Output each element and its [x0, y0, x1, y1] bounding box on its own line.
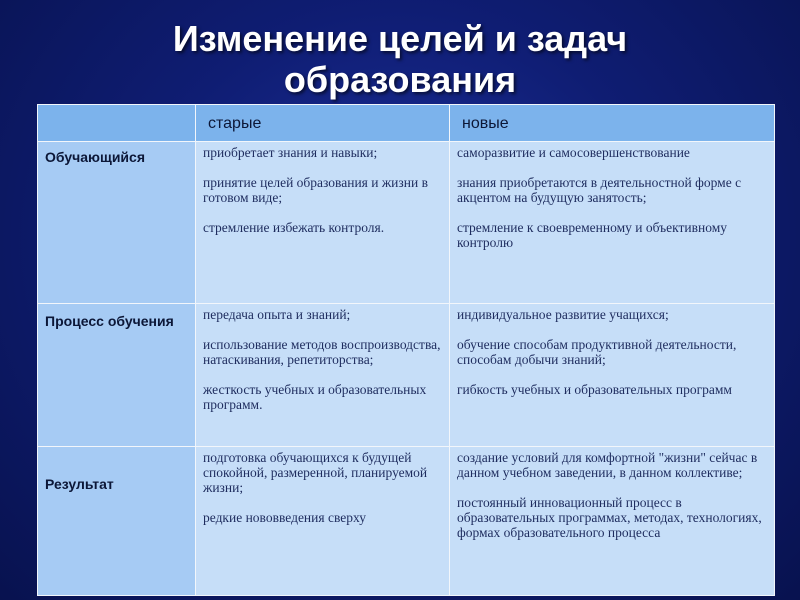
slide-title-line-1: Изменение целей и задач: [172, 18, 628, 59]
cell-item: постоянный инновационный процесс в образовательных программах, методах, технологиях, формах образовательного процесса: [457, 495, 762, 540]
cell-item: индивидуальное развитие учащихся;: [457, 307, 669, 322]
comparison-table: [37, 104, 775, 596]
cell-item: обучение способам продуктивной деятельности, способам добычи знаний;: [457, 337, 737, 367]
cell-item: использование методов воспроизводства, натаскивания, репетиторства;: [203, 337, 441, 367]
cell-item: саморазвитие и самосовершенствование: [457, 145, 690, 160]
cell-process-new: [450, 304, 775, 447]
cell-process-old: [196, 304, 450, 447]
table-header-row: [38, 105, 775, 142]
cell-item: стремление избежать контроля.: [203, 220, 385, 235]
row-label-learner: Обучающийся: [38, 142, 196, 304]
cell-item: создание условий для комфортной "жизни" сейчас в данном учебном заведении, в данном коллективе;: [457, 450, 758, 480]
cell-learner-old: [196, 142, 450, 304]
cell-item: гибкость учебных и образовательных программ: [457, 382, 732, 397]
header-corner-cell: [38, 105, 196, 142]
cell-learner-new: [450, 142, 775, 304]
row-label-process: Процесс обучения: [38, 304, 196, 447]
slide-title: [0, 18, 800, 100]
row-label-result: Результат: [38, 447, 196, 596]
cell-item: приобретает знания и навыки;: [203, 145, 378, 160]
cell-result-new: [450, 447, 775, 596]
cell-item: жесткость учебных и образовательных программ.: [203, 382, 427, 412]
cell-result-old: [196, 447, 450, 596]
cell-item: стремление к своевременному и объективному контролю: [457, 220, 728, 250]
table-row: [38, 447, 775, 596]
cell-item: редкие нововведения сверху: [203, 510, 366, 525]
cell-item: подготовка обучающихся к будущей спокойной, размеренной, планируемой жизни;: [203, 450, 428, 495]
cell-item: принятие целей образования и жизни в готовом виде;: [203, 175, 428, 205]
table-row: [38, 142, 775, 304]
cell-item: передача опыта и знаний;: [203, 307, 351, 322]
header-old: старые: [196, 105, 450, 142]
cell-item: знания приобретаются в деятельностной форме с акцентом на будущую занятость;: [457, 175, 742, 205]
table-row: [38, 304, 775, 447]
slide-title-line-2: образования: [283, 59, 517, 100]
header-new: новые: [450, 105, 775, 142]
